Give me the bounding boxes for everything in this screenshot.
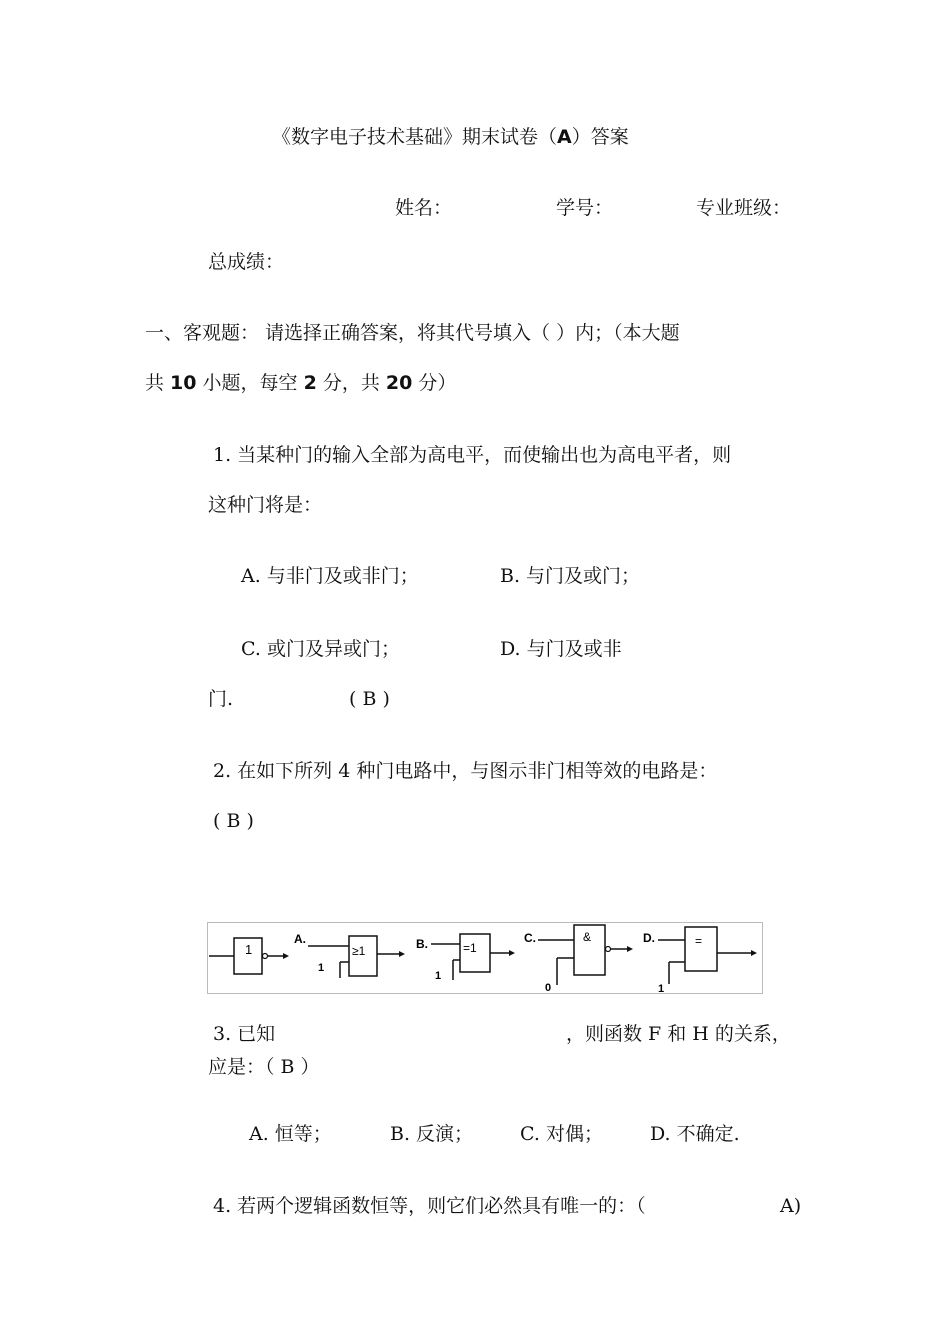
sec-text-a: 共 (145, 372, 171, 394)
q3-option-d: D. 不确定. (650, 1123, 740, 1145)
sec-text-b: 小题，每空 (196, 372, 304, 394)
sec-text-c: 分，共 (316, 372, 386, 394)
q1-answer: ( B ) (349, 688, 390, 710)
q1-option-d-cont: 门. (208, 688, 234, 710)
q1-option-b: B. 与门及或门； (500, 565, 641, 587)
q1-option-c: C. 或门及异或门； (241, 638, 400, 660)
student-id-label: 学号： (556, 197, 614, 219)
section-heading-line1: 一、客观题： 请选择正确答案，将其代号填入（ ）内；（本大题 (145, 322, 680, 344)
q3-stem-end: ，则函数 F 和 H 的关系， (566, 1023, 791, 1045)
q4-stem: 4. 若两个逻辑函数恒等，则它们必然具有唯一的：（ (213, 1195, 646, 1217)
gate-d-letter: D. (643, 931, 655, 945)
sec-text-d: 分） (412, 372, 457, 394)
gate-d-input: 1 (658, 983, 665, 994)
title-pre: 《数字电子技术基础》期末试卷（ (272, 126, 558, 148)
sec-num-points: 2 (303, 372, 317, 394)
section-heading-line2 (145, 374, 456, 393)
title-variant: A (557, 126, 572, 148)
not-gate-symbol: 1 (245, 942, 253, 957)
gate-a-symbol: ≥1 (352, 944, 366, 958)
sec-num-questions: 10 (170, 372, 197, 394)
class-label: 专业班级： (696, 197, 792, 219)
gate-circuit-figure (207, 922, 763, 994)
q3-option-b: B. 反演； (390, 1123, 474, 1145)
q1-stem-line2: 这种门将是： (208, 494, 323, 516)
q1-option-a: A. 与非门及或非门； (241, 565, 419, 587)
page-title (272, 128, 629, 147)
q2-answer: ( B ) (213, 810, 254, 832)
gate-c-input: 0 (545, 982, 552, 994)
q1-stem-line1: 1. 当某种门的输入全部为高电平，而使输出也为高电平者，则 (213, 444, 732, 466)
q3-option-a: A. 恒等； (249, 1123, 332, 1145)
q3-answer-line: 应是：（ B ） (208, 1056, 320, 1078)
q3-option-c: C. 对偶； (520, 1123, 603, 1145)
gate-a-input: 1 (318, 962, 325, 974)
gate-b-symbol: =1 (463, 941, 477, 955)
not-gate (209, 938, 289, 974)
gate-b-input: 1 (435, 970, 442, 982)
gate-c-letter: C. (524, 931, 536, 945)
gate-c-bubble (606, 947, 611, 952)
q1-option-d: D. 与门及或非 (500, 638, 622, 660)
gate-d-symbol: = (695, 934, 703, 948)
gate-option-d (643, 927, 757, 994)
gate-option-a (294, 932, 405, 978)
name-label: 姓名： (395, 197, 453, 219)
q4-answer: A) (780, 1195, 802, 1217)
gate-a-letter: A. (294, 932, 306, 946)
total-score-label: 总成绩： (208, 251, 285, 273)
title-post: ）答案 (571, 126, 629, 148)
inversion-bubble (263, 954, 268, 959)
sec-num-total: 20 (385, 372, 413, 394)
gate-option-b (416, 934, 515, 982)
gate-option-c (524, 925, 633, 994)
gate-c-symbol: & (583, 930, 592, 944)
q3-stem-start: 3. 已知 (213, 1023, 276, 1045)
gate-b-letter: B. (416, 937, 428, 951)
q2-stem: 2. 在如下所列 4 种门电路中，与图示非门相等效的电路是： (213, 760, 718, 782)
